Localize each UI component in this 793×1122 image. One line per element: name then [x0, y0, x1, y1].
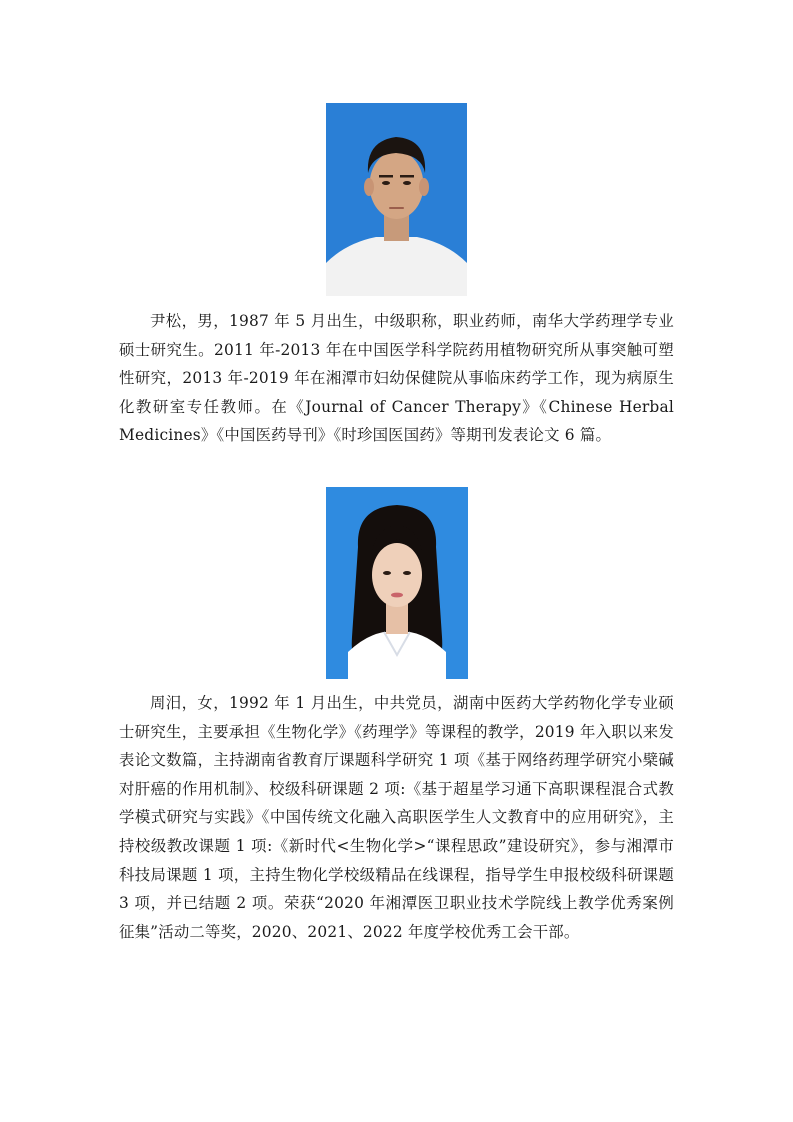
female-portrait-image — [326, 487, 468, 679]
profile-photo-1 — [326, 103, 467, 296]
male-portrait-image — [326, 103, 467, 296]
bio-paragraph-2: 周汨，女，1992 年 1 月出生，中共党员，湖南中医药大学药物化学专业硕士研究生，主要承担《生物化学》《药理学》等课程的教学，2019 年入职以来发表论文数篇，主持湖南省教育厅课题科学研究 1 项《基于网络药理学研究小檗碱对肝癌的作用机制》、校级科研课题 2 项:《基于超星学习通下高职课程混合式教学模式研究与实践》《中国传统文化融入高职医学生人文教育中的应用研究》，主持校级教改课题 1 项:《新时代<生物化学>“课程思政”建设研究》，参与湘潭市科技局课题 1 项，主持生物化学校级精品在线课程，指导学生申报校级科研课题 3 项，并已结题 2 项。荣获“2020 年湘潭医卫职业技术学院线上教学优秀案例征集”活动二等奖，2020、2021、2022 年度学校优秀工会干部。 — [119, 694, 674, 941]
bio-paragraph-1: 尹松，男，1987 年 5 月出生，中级职称，职业药师，南华大学药理学专业硕士研究生。2011 年-2013 年在中国医学科学院药用植物研究所从事突触可塑性研究，2013 年-2019 年在湘潭市妇幼保健院从事临床药学工作，现为病原生化教研室专任教师。在《Journal of Cancer Therapy》《Chinese Herbal Medicines》《中国医药导刊》《时珍国医国药》等期刊发表论文 6 篇。 — [119, 312, 674, 445]
profile-photo-2 — [326, 487, 468, 679]
